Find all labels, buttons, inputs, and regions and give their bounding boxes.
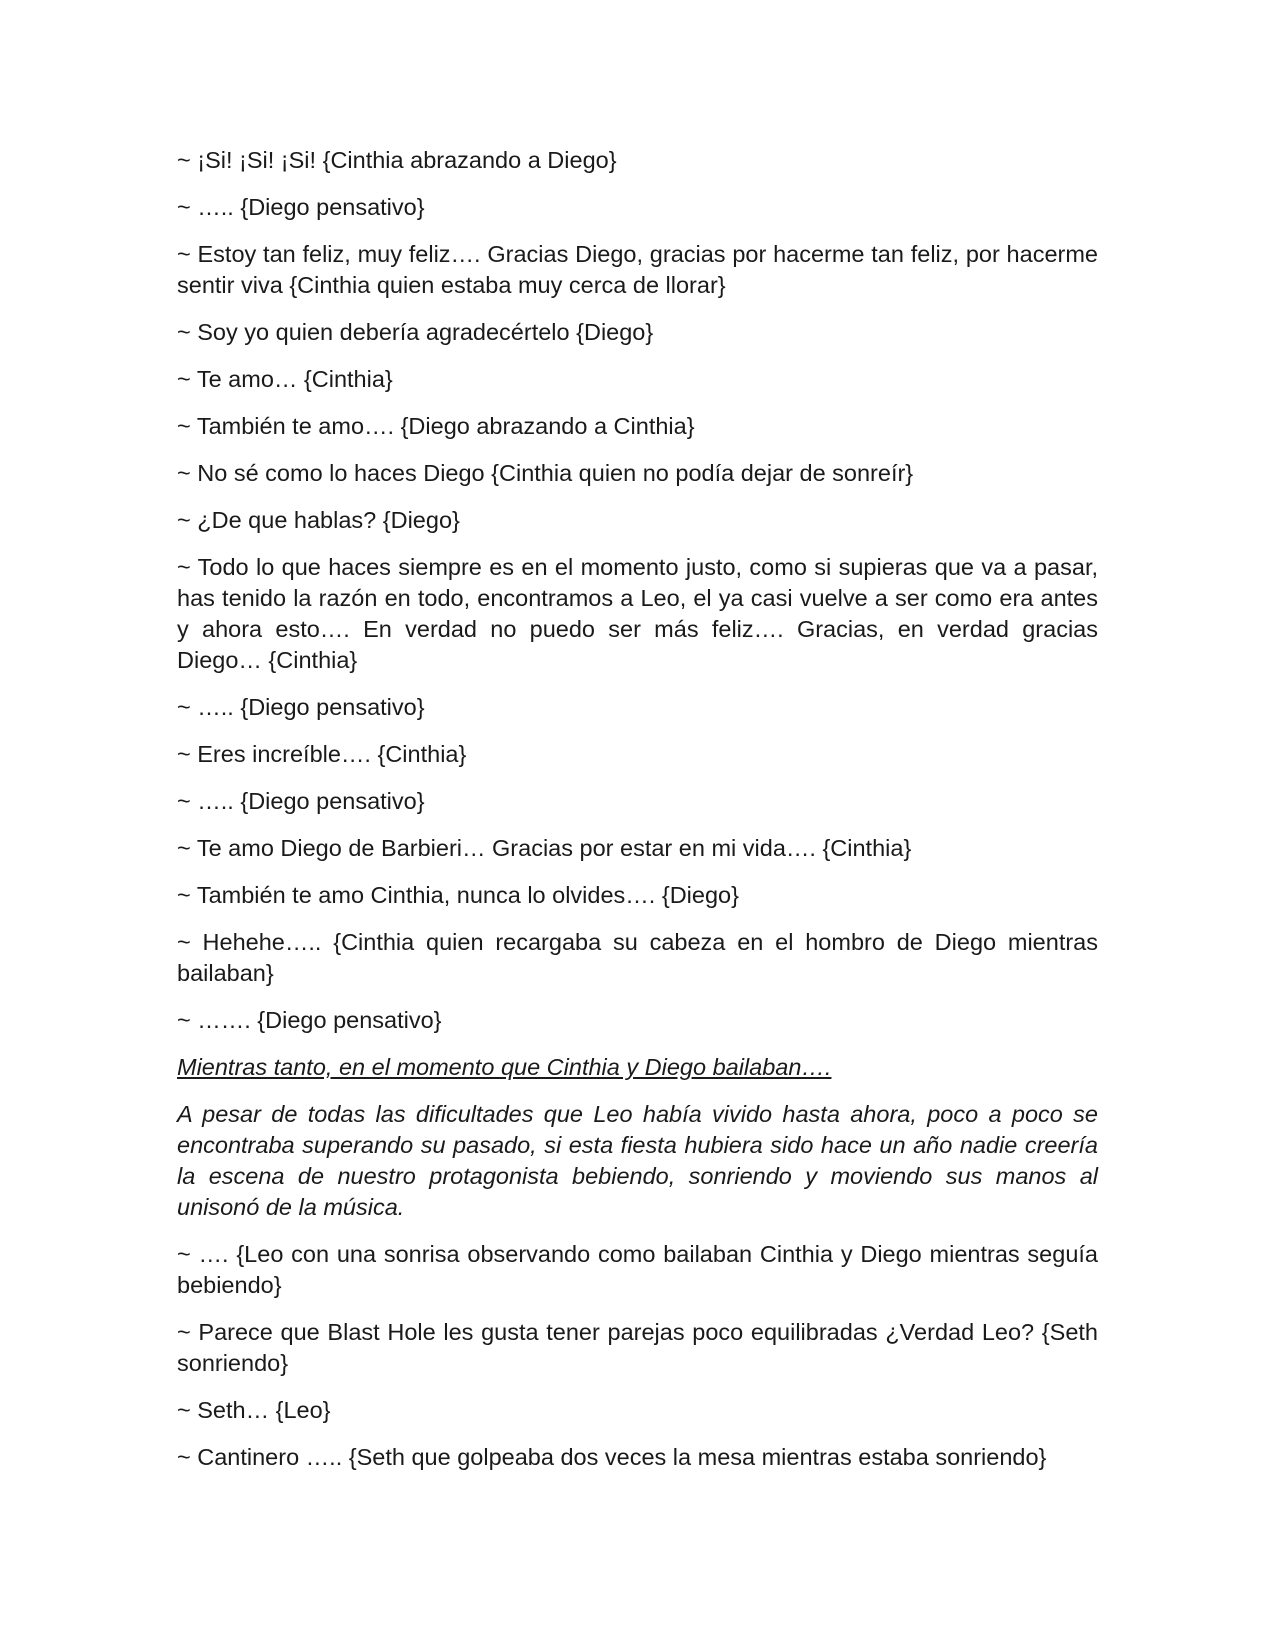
dialogue-line: ~ Todo lo que haces siempre es en el momento justo, como si supieras que va a pasar, has tenido la razón en todo, encontramos a Leo, el ya casi vuelve a ser como era antes y ahora esto…. En verdad no puedo ser más feliz…. Gracias, en verdad gracias Diego… {Cinthia} (177, 554, 1098, 673)
dialogue-line: ~ Cantinero ….. {Seth que golpeaba dos veces la mesa mientras estaba sonriendo} (177, 1444, 1047, 1470)
dialogue-line: ~ Hehehe….. {Cinthia quien recargaba su cabeza en el hombro de Diego mientras bailaban} (177, 929, 1098, 986)
dialogue-line: ~ Te amo… {Cinthia} (177, 366, 393, 392)
dialogue-line: ~ Seth… {Leo} (177, 1397, 331, 1423)
dialogue-line: ~ ….. {Diego pensativo} (177, 694, 425, 720)
dialogue-line: ~ ¡Si! ¡Si! ¡Si! {Cinthia abrazando a Diego} (177, 147, 617, 173)
dialogue-line: ~ ……. {Diego pensativo} (177, 1007, 442, 1033)
scene-transition-heading: Mientras tanto, en el momento que Cinthia y Diego bailaban…. (177, 1054, 832, 1080)
dialogue-line: ~ ….. {Diego pensativo} (177, 788, 425, 814)
dialogue-line: ~ Estoy tan feliz, muy feliz…. Gracias Diego, gracias por hacerme tan feliz, por hacerme sentir viva {Cinthia quien estaba muy cerca de llorar} (177, 241, 1098, 298)
dialogue-line: ~ Te amo Diego de Barbieri… Gracias por estar en mi vida…. {Cinthia} (177, 835, 912, 861)
dialogue-line: ~ …. {Leo con una sonrisa observando como bailaban Cinthia y Diego mientras seguía bebiendo} (177, 1241, 1098, 1298)
dialogue-line: ~ Soy yo quien debería agradecértelo {Diego} (177, 319, 654, 345)
document-page (177, 145, 1098, 1489)
dialogue-line: ~ También te amo…. {Diego abrazando a Cinthia} (177, 413, 695, 439)
dialogue-line: ~ Parece que Blast Hole les gusta tener parejas poco equilibradas ¿Verdad Leo? {Seth sonriendo} (177, 1319, 1098, 1376)
dialogue-line: ~ ¿De que hablas? {Diego} (177, 507, 460, 533)
dialogue-line: ~ También te amo Cinthia, nunca lo olvides…. {Diego} (177, 882, 739, 908)
dialogue-line: ~ No sé como lo haces Diego {Cinthia quien no podía dejar de sonreír} (177, 460, 914, 486)
dialogue-line: ~ ….. {Diego pensativo} (177, 194, 425, 220)
dialogue-line: ~ Eres increíble…. {Cinthia} (177, 741, 467, 767)
narration-paragraph: A pesar de todas las dificultades que Leo había vivido hasta ahora, poco a poco se encontraba superando su pasado, si esta fiesta hubiera sido hace un año nadie creería la escena de nuestro protagonista bebiendo, sonriendo y moviendo sus manos al unisonó de la música. (177, 1101, 1098, 1220)
